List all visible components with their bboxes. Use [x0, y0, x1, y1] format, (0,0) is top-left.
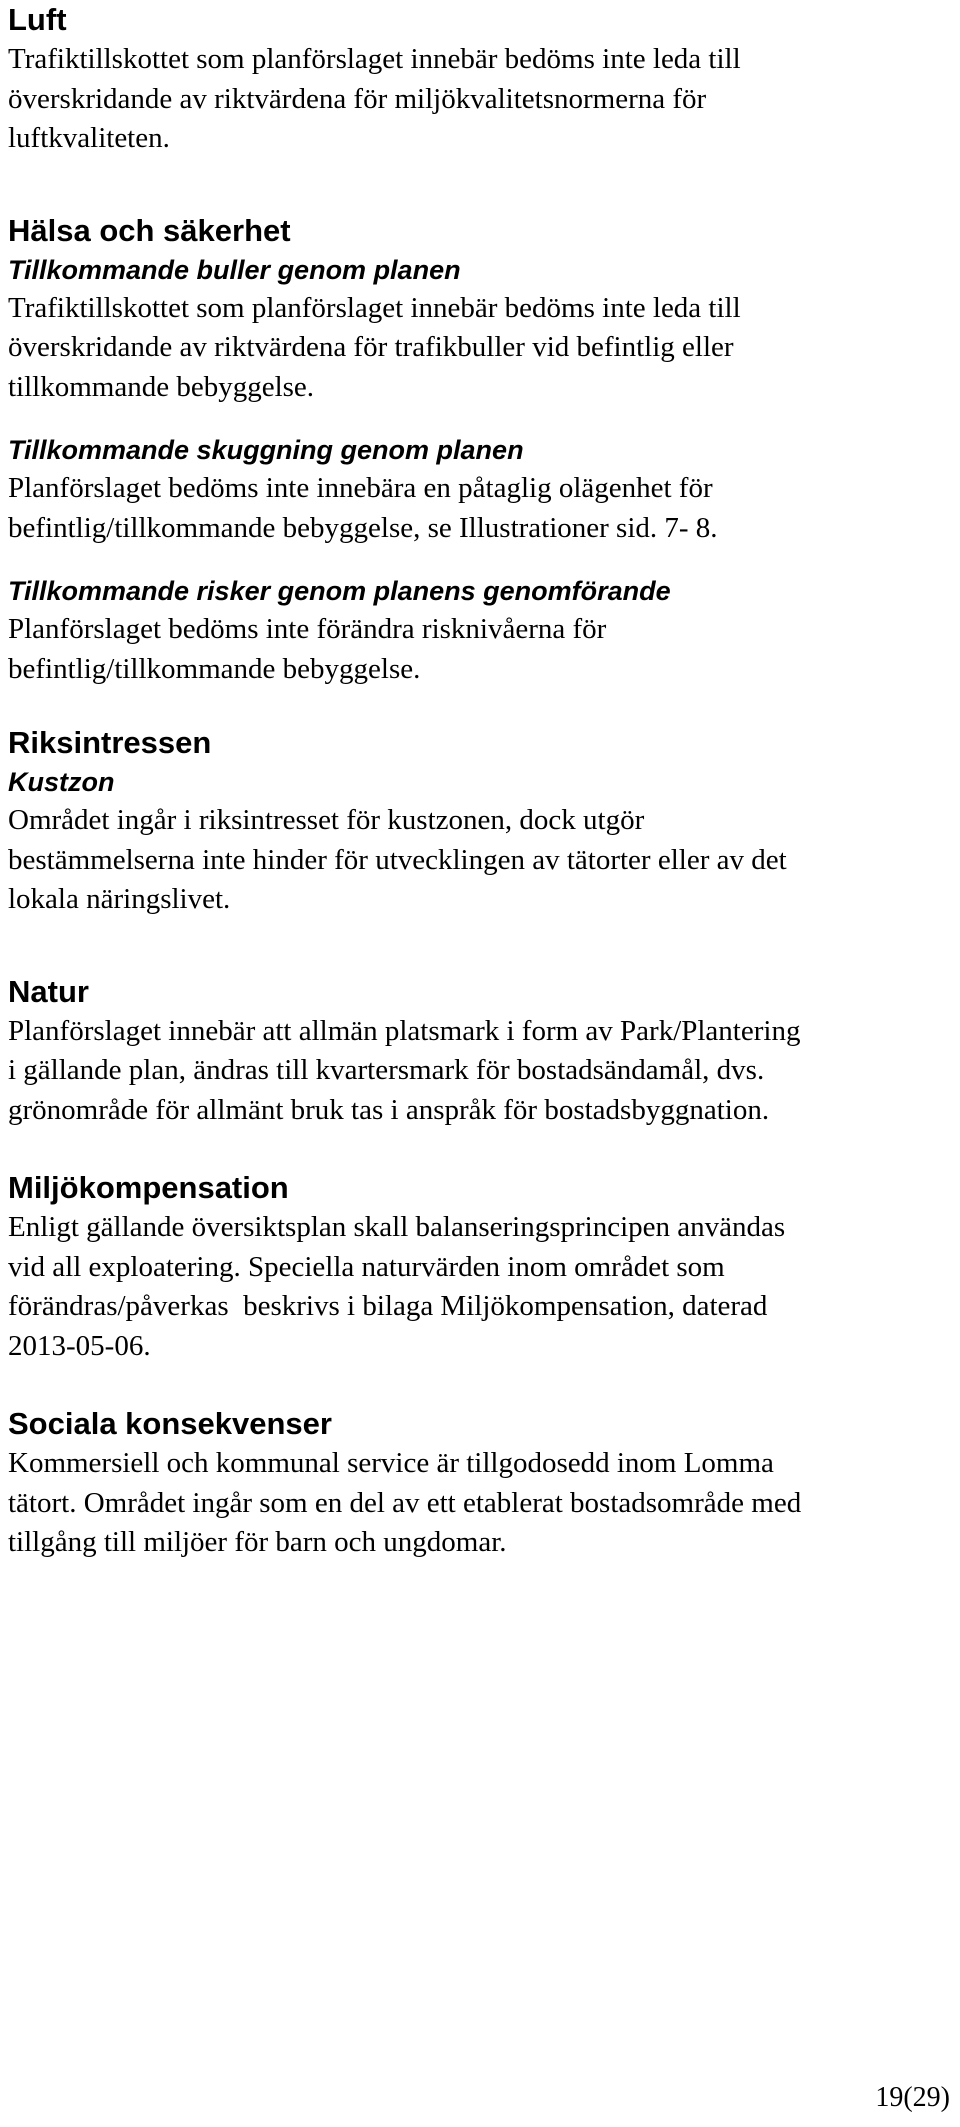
- heading-natur: Natur: [8, 973, 89, 1009]
- subheading-buller: Tillkommande buller genom planen: [8, 254, 461, 285]
- paragraph-luft: [8, 40, 948, 159]
- subheading-skuggning: Tillkommande skuggning genom planen: [8, 435, 524, 465]
- text-line: Planförslaget innebär att allmän platsmark i form av Park/Plantering: [8, 1014, 801, 1047]
- paragraph-sociala: [8, 1444, 948, 1563]
- text-line: tätort. Området ingår som en del av ett etablerat bostadsområde med: [8, 1486, 802, 1519]
- heading-halsa-och-sakerhet: Hälsa och säkerhet: [8, 212, 291, 248]
- text-line: förändras/påverkas beskrivs i bilaga Miljökompensation, daterad: [8, 1290, 768, 1322]
- text-line: överskridande av riktvärdena för miljökvalitetsnormerna för: [8, 82, 707, 115]
- paragraph-risker: [8, 610, 948, 689]
- text-line: 2013-05-06.: [8, 1329, 151, 1362]
- text-line: tillgång till miljöer för barn och ungdomar.: [8, 1526, 507, 1558]
- heading-riksintressen: Riksintressen: [8, 725, 212, 760]
- document-content: [8, 0, 948, 1563]
- text-line: Trafiktillskottet som planförslaget innebär bedöms inte leda till: [8, 43, 741, 75]
- heading-luft: Luft: [8, 2, 67, 37]
- heading-sociala-konsekvenser: Sociala konsekvenser: [8, 1406, 332, 1441]
- page-number: 19(29): [875, 2082, 950, 2113]
- text-line: Planförslaget bedöms inte förändra risknivåerna för: [8, 613, 607, 645]
- text-line: bestämmelserna inte hinder för utvecklingen av tätorter eller av det: [8, 843, 787, 876]
- text-line: luftkvaliteten.: [8, 122, 170, 154]
- text-line: vid all exploatering. Speciella naturvärden inom området som: [8, 1250, 725, 1283]
- text-line: Trafiktillskottet som planförslaget innebär bedöms inte leda till: [8, 291, 741, 324]
- text-line: i gällande plan, ändras till kvartersmark för bostadsändamål, dvs.: [8, 1054, 765, 1086]
- paragraph-miljokompensation: [8, 1208, 948, 1366]
- text-line: lokala näringslivet.: [8, 883, 231, 915]
- subheading-kustzon: Kustzon: [8, 767, 115, 797]
- text-line: befintlig/tillkommande bebyggelse.: [8, 652, 421, 685]
- subheading-risker: Tillkommande risker genom planens genomförande: [8, 576, 671, 606]
- heading-miljokompensation: Miljökompensation: [8, 1170, 289, 1205]
- text-line: Området ingår i riksintresset för kustzonen, dock utgör: [8, 804, 645, 836]
- paragraph-kustzon: [8, 801, 948, 920]
- paragraph-skuggning: [8, 469, 948, 548]
- text-line: tillkommande bebyggelse.: [8, 370, 315, 403]
- text-line: Planförslaget bedöms inte innebära en påtaglig olägenhet för: [8, 472, 713, 504]
- text-line: grönområde för allmänt bruk tas i anspråk för bostadsbyggnation.: [8, 1093, 770, 1126]
- text-line: Kommersiell och kommunal service är tillgodosedd inom Lomma: [8, 1447, 774, 1479]
- paragraph-natur: [8, 1012, 948, 1131]
- text-line: befintlig/tillkommande bebyggelse, se Illustrationer sid. 7- 8.: [8, 511, 718, 544]
- text-line: Enligt gällande översiktsplan skall balanseringsprincipen användas: [8, 1211, 786, 1243]
- text-line: överskridande av riktvärdena för trafikbuller vid befintlig eller: [8, 331, 734, 363]
- paragraph-buller: [8, 289, 948, 408]
